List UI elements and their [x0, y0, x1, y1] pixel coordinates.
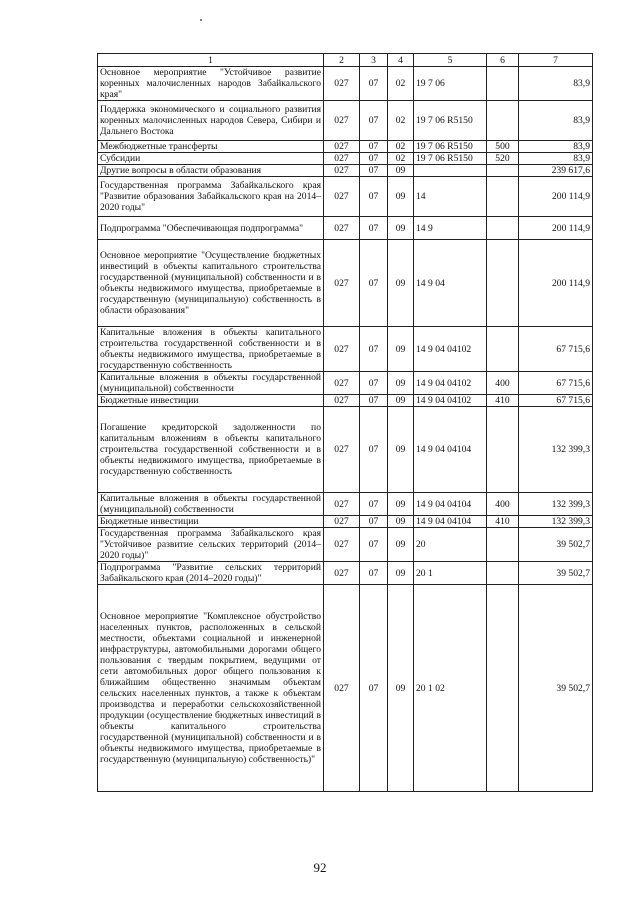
- cell-name: Государственная программа Забайкальского края "Развитие образования Забайкальского края на 2014–2020 годы": [98, 177, 324, 217]
- table-row: [98, 153, 593, 165]
- cell-section: 07: [360, 407, 388, 493]
- cell-subsection: 09: [388, 395, 414, 407]
- table-row: [98, 101, 593, 141]
- cell-target-article: 14 9 04 04102: [414, 327, 487, 372]
- cell-name: Основное мероприятие "Устойчивое развитие коренных малочисленных народов Забайкальского края": [98, 67, 324, 101]
- cell-expense-type: 520: [487, 153, 519, 165]
- table-row: [98, 528, 593, 562]
- cell-expense-type: [487, 177, 519, 217]
- cell-amount: 67 715,6: [519, 395, 593, 407]
- cell-name: Основное мероприятие "Осуществление бюджетных инвестиций в объекты капитального строительства государственной (муниципальной) собственности и в объекты недвижимого имущества, приобретаемые в государственную (муниципальную) собственность в области образования": [98, 240, 324, 327]
- cell-section: 07: [360, 165, 388, 177]
- table-row: [98, 407, 593, 493]
- page-number: 92: [313, 860, 327, 875]
- cell-subsection: 09: [388, 407, 414, 493]
- header-col-5: 5: [414, 54, 487, 67]
- cell-section: 07: [360, 153, 388, 165]
- cell-name: Государственная программа Забайкальского края "Устойчивое развитие сельских территорий (2014–2020 годы)": [98, 528, 324, 562]
- cell-name: Подпрограмма "Развитие сельских территорий Забайкальского края (2014–2020 годы)": [98, 562, 324, 585]
- table-row: [98, 217, 593, 240]
- cell-ministry-code: 027: [324, 153, 360, 165]
- table-row: [98, 585, 593, 792]
- cell-expense-type: 410: [487, 395, 519, 407]
- cell-subsection: 02: [388, 153, 414, 165]
- cell-name: Бюджетные инвестиции: [98, 516, 324, 528]
- cell-section: 07: [360, 67, 388, 101]
- cell-amount: 83,9: [519, 67, 593, 101]
- cell-ministry-code: 027: [324, 585, 360, 792]
- cell-amount: 83,9: [519, 141, 593, 153]
- cell-name: Основное мероприятие "Комплексное обустройство населенных пунктов, расположенных в сельской местности, объектами социальной и инженерной инфраструктуры, автомобильными дорогами общего пользования с твердым покрытием, ведущими от сети автомобильных дорог общего пользования к ближайшим общественно значимым объектам сельских населенных пунктов, а также к объектам производства и переработки сельскохозяйственной продукции (осуществление бюджетных инвестиций в объекты капитального строительства государственной (муниципальной) собственности и в объекты недвижимого имущества, приобретаемые в государственную (муниципальную) собственность)": [98, 585, 324, 792]
- table-row: [98, 67, 593, 101]
- cell-amount: 83,9: [519, 153, 593, 165]
- cell-name: Капитальные вложения в объекты государственной (муниципальной) собственности: [98, 493, 324, 516]
- cell-name: Капитальные вложения в объекты государственной (муниципальной) собственности: [98, 372, 324, 395]
- header-col-4: 4: [388, 54, 414, 67]
- cell-section: 07: [360, 395, 388, 407]
- cell-ministry-code: 027: [324, 141, 360, 153]
- table-row: [98, 141, 593, 153]
- cell-ministry-code: 027: [324, 327, 360, 372]
- cell-amount: 132 399,3: [519, 407, 593, 493]
- cell-expense-type: [487, 407, 519, 493]
- table-row: [98, 372, 593, 395]
- cell-amount: 200 114,9: [519, 177, 593, 217]
- cell-ministry-code: 027: [324, 407, 360, 493]
- header-col-2: 2: [324, 54, 360, 67]
- cell-name: Бюджетные инвестиции: [98, 395, 324, 407]
- cell-section: 07: [360, 240, 388, 327]
- cell-subsection: 09: [388, 372, 414, 395]
- table-row: [98, 177, 593, 217]
- cell-subsection: 09: [388, 327, 414, 372]
- cell-subsection: 09: [388, 217, 414, 240]
- cell-expense-type: [487, 67, 519, 101]
- header-col-7: 7: [519, 54, 593, 67]
- table-row: [98, 493, 593, 516]
- budget-table: [97, 53, 593, 792]
- cell-name: Межбюджетные трансферты: [98, 141, 324, 153]
- cell-expense-type: [487, 327, 519, 372]
- cell-ministry-code: 027: [324, 493, 360, 516]
- cell-section: 07: [360, 528, 388, 562]
- cell-amount: 132 399,3: [519, 516, 593, 528]
- cell-section: 07: [360, 141, 388, 153]
- cell-target-article: 14 9 04 04104: [414, 493, 487, 516]
- cell-subsection: 09: [388, 493, 414, 516]
- cell-subsection: 02: [388, 101, 414, 141]
- table-row: [98, 516, 593, 528]
- header-col-6: 6: [487, 54, 519, 67]
- cell-ministry-code: 027: [324, 165, 360, 177]
- cell-ministry-code: 027: [324, 67, 360, 101]
- cell-expense-type: [487, 240, 519, 327]
- cell-subsection: 09: [388, 585, 414, 792]
- cell-target-article: 14 9: [414, 217, 487, 240]
- cell-name: Субсидии: [98, 153, 324, 165]
- cell-section: 07: [360, 516, 388, 528]
- cell-expense-type: 410: [487, 516, 519, 528]
- table-row: [98, 327, 593, 372]
- cell-expense-type: [487, 217, 519, 240]
- cell-amount: 39 502,7: [519, 562, 593, 585]
- cell-section: 07: [360, 327, 388, 372]
- cell-amount: 67 715,6: [519, 327, 593, 372]
- cell-target-article: 14 9 04 04104: [414, 516, 487, 528]
- cell-amount: 67 715,6: [519, 372, 593, 395]
- scan-speck: [200, 19, 202, 21]
- cell-subsection: 09: [388, 528, 414, 562]
- cell-amount: 239 617,6: [519, 165, 593, 177]
- cell-expense-type: [487, 165, 519, 177]
- header-row: [98, 54, 593, 67]
- cell-expense-type: 400: [487, 493, 519, 516]
- cell-ministry-code: 027: [324, 217, 360, 240]
- cell-subsection: 09: [388, 240, 414, 327]
- cell-name: Погашение кредиторской задолженности по капитальным вложениям в объекты капитального строительства государственной собственности и в объекты недвижимого имущества, приобретаемые в государственную собственность: [98, 407, 324, 493]
- table-row: [98, 165, 593, 177]
- cell-expense-type: [487, 101, 519, 141]
- table-row: [98, 562, 593, 585]
- cell-target-article: 19 7 06: [414, 67, 487, 101]
- cell-target-article: 14: [414, 177, 487, 217]
- cell-amount: 200 114,9: [519, 217, 593, 240]
- cell-subsection: 02: [388, 67, 414, 101]
- cell-target-article: 14 9 04: [414, 240, 487, 327]
- cell-name: Другие вопросы в области образования: [98, 165, 324, 177]
- cell-subsection: 09: [388, 562, 414, 585]
- cell-section: 07: [360, 101, 388, 141]
- cell-target-article: 19 7 06 R5150: [414, 141, 487, 153]
- cell-subsection: 09: [388, 165, 414, 177]
- cell-subsection: 09: [388, 516, 414, 528]
- cell-target-article: 14 9 04 04102: [414, 372, 487, 395]
- cell-subsection: 09: [388, 177, 414, 217]
- cell-target-article: 14 9 04 04102: [414, 395, 487, 407]
- cell-ministry-code: 027: [324, 240, 360, 327]
- cell-amount: 132 399,3: [519, 493, 593, 516]
- cell-section: 07: [360, 562, 388, 585]
- cell-ministry-code: 027: [324, 372, 360, 395]
- cell-expense-type: 400: [487, 372, 519, 395]
- cell-expense-type: [487, 528, 519, 562]
- table-row: [98, 240, 593, 327]
- cell-ministry-code: 027: [324, 516, 360, 528]
- cell-ministry-code: 027: [324, 528, 360, 562]
- cell-target-article: 20 1 02: [414, 585, 487, 792]
- cell-ministry-code: 027: [324, 101, 360, 141]
- cell-target-article: 20 1: [414, 562, 487, 585]
- cell-name: Капитальные вложения в объекты капитального строительства государственной собственности и в объекты недвижимого имущества, приобретаемые в государственную собственность: [98, 327, 324, 372]
- cell-expense-type: [487, 585, 519, 792]
- cell-amount: 39 502,7: [519, 528, 593, 562]
- cell-section: 07: [360, 585, 388, 792]
- cell-section: 07: [360, 177, 388, 217]
- cell-target-article: 19 7 06 R5150: [414, 101, 487, 141]
- cell-name: Поддержка экономического и социального развития коренных малочисленных народов Севера, Сибири и Дальнего Востока: [98, 101, 324, 141]
- cell-target-article: 14 9 04 04104: [414, 407, 487, 493]
- cell-ministry-code: 027: [324, 562, 360, 585]
- header-col-1: 1: [98, 54, 324, 67]
- cell-expense-type: [487, 562, 519, 585]
- cell-target-article: 20: [414, 528, 487, 562]
- cell-amount: 39 502,7: [519, 585, 593, 792]
- cell-amount: 200 114,9: [519, 240, 593, 327]
- header-col-3: 3: [360, 54, 388, 67]
- cell-ministry-code: 027: [324, 395, 360, 407]
- cell-expense-type: 500: [487, 141, 519, 153]
- cell-section: 07: [360, 372, 388, 395]
- cell-target-article: [414, 165, 487, 177]
- cell-amount: 83,9: [519, 101, 593, 141]
- cell-subsection: 02: [388, 141, 414, 153]
- cell-name: Подпрограмма "Обеспечивающая подпрограмма": [98, 217, 324, 240]
- cell-section: 07: [360, 493, 388, 516]
- cell-target-article: 19 7 06 R5150: [414, 153, 487, 165]
- table-row: [98, 395, 593, 407]
- cell-section: 07: [360, 217, 388, 240]
- cell-ministry-code: 027: [324, 177, 360, 217]
